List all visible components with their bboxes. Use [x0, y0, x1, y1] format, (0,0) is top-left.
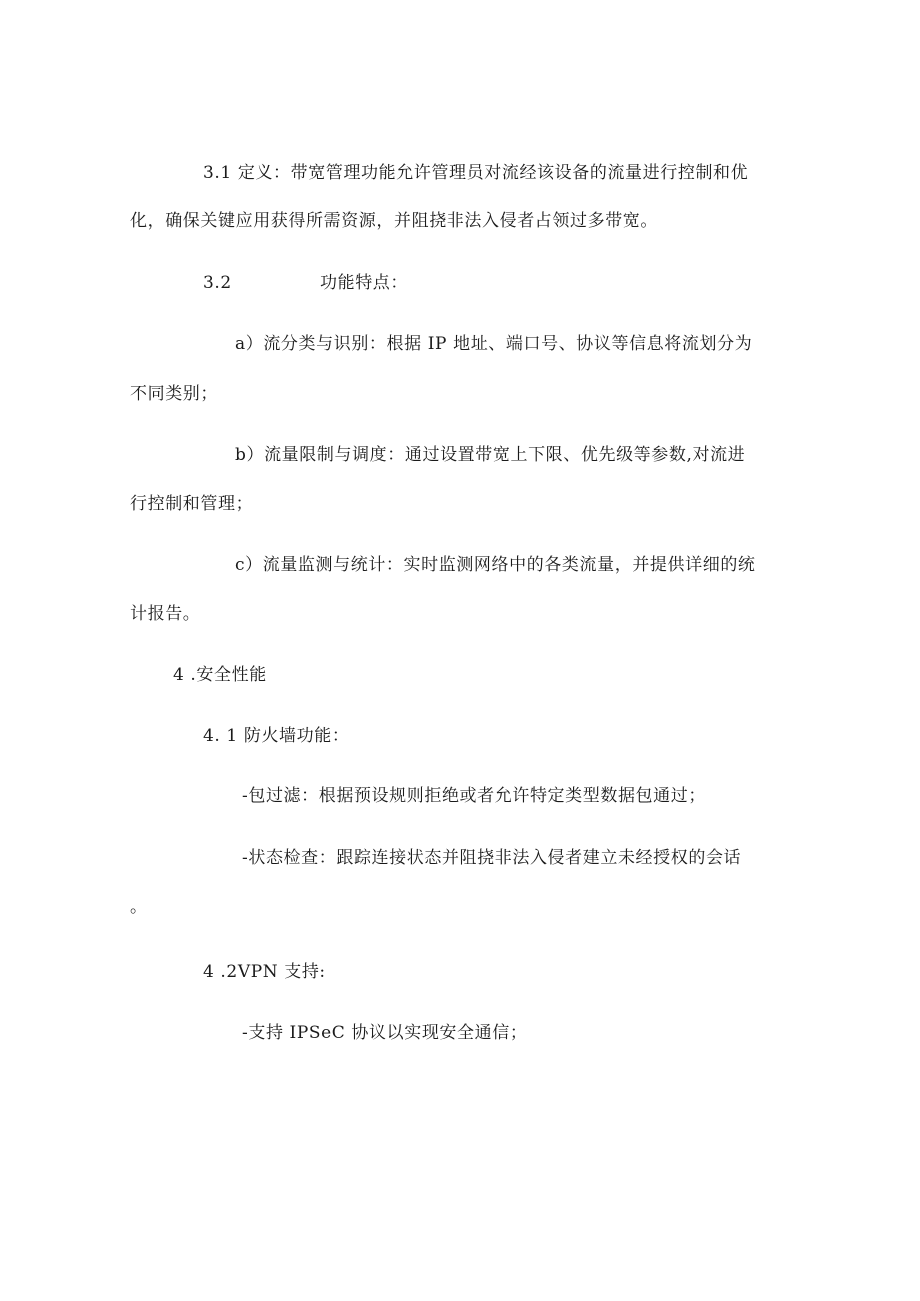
- item-b-line-2: 行控制和管理；: [130, 494, 254, 514]
- section-4-2-heading: 4 .2VPN 支持:: [203, 962, 326, 982]
- item-a-line-1: a）流分类与识别：根据 IP 地址、端口号、协议等信息将流划分为: [235, 334, 753, 354]
- firewall-bullet-packet-filter: -包过滤：根据预设规则拒绝或者允许特定类型数据包通过；: [242, 786, 706, 806]
- item-c-line-1: c）流量监测与统计：实时监测网络中的各类流量，并提供详细的统: [235, 555, 756, 575]
- section-3-1-line-2: 化，确保关键应用获得所需资源，并阻挠非法入侵者占领过多带宽。: [130, 211, 658, 231]
- section-3-2-number: 3.2: [203, 273, 232, 293]
- section-4-heading: 4 .安全性能: [173, 665, 267, 685]
- firewall-bullet-state-check-line-1: -状态检查：跟踪连接状态并阻挠非法入侵者建立未经授权的会话: [242, 848, 742, 868]
- firewall-bullet-state-check-line-2: 。: [130, 897, 148, 917]
- vpn-bullet-ipsec: -支持 IPSeC 协议以实现安全通信；: [242, 1023, 528, 1043]
- section-4-1-heading: 4. 1 防火墙功能：: [203, 726, 350, 746]
- item-b-line-1: b）流量限制与调度：通过设置带宽上下限、优先级等参数,对流进: [235, 445, 746, 465]
- item-a-line-2: 不同类别；: [130, 384, 218, 404]
- item-c-line-2: 计报告。: [130, 604, 201, 624]
- section-3-2-title: 功能特点：: [320, 273, 408, 293]
- section-3-1-line-1: 3.1 定义：带宽管理功能允许管理员对流经该设备的流量进行控制和优: [203, 163, 749, 183]
